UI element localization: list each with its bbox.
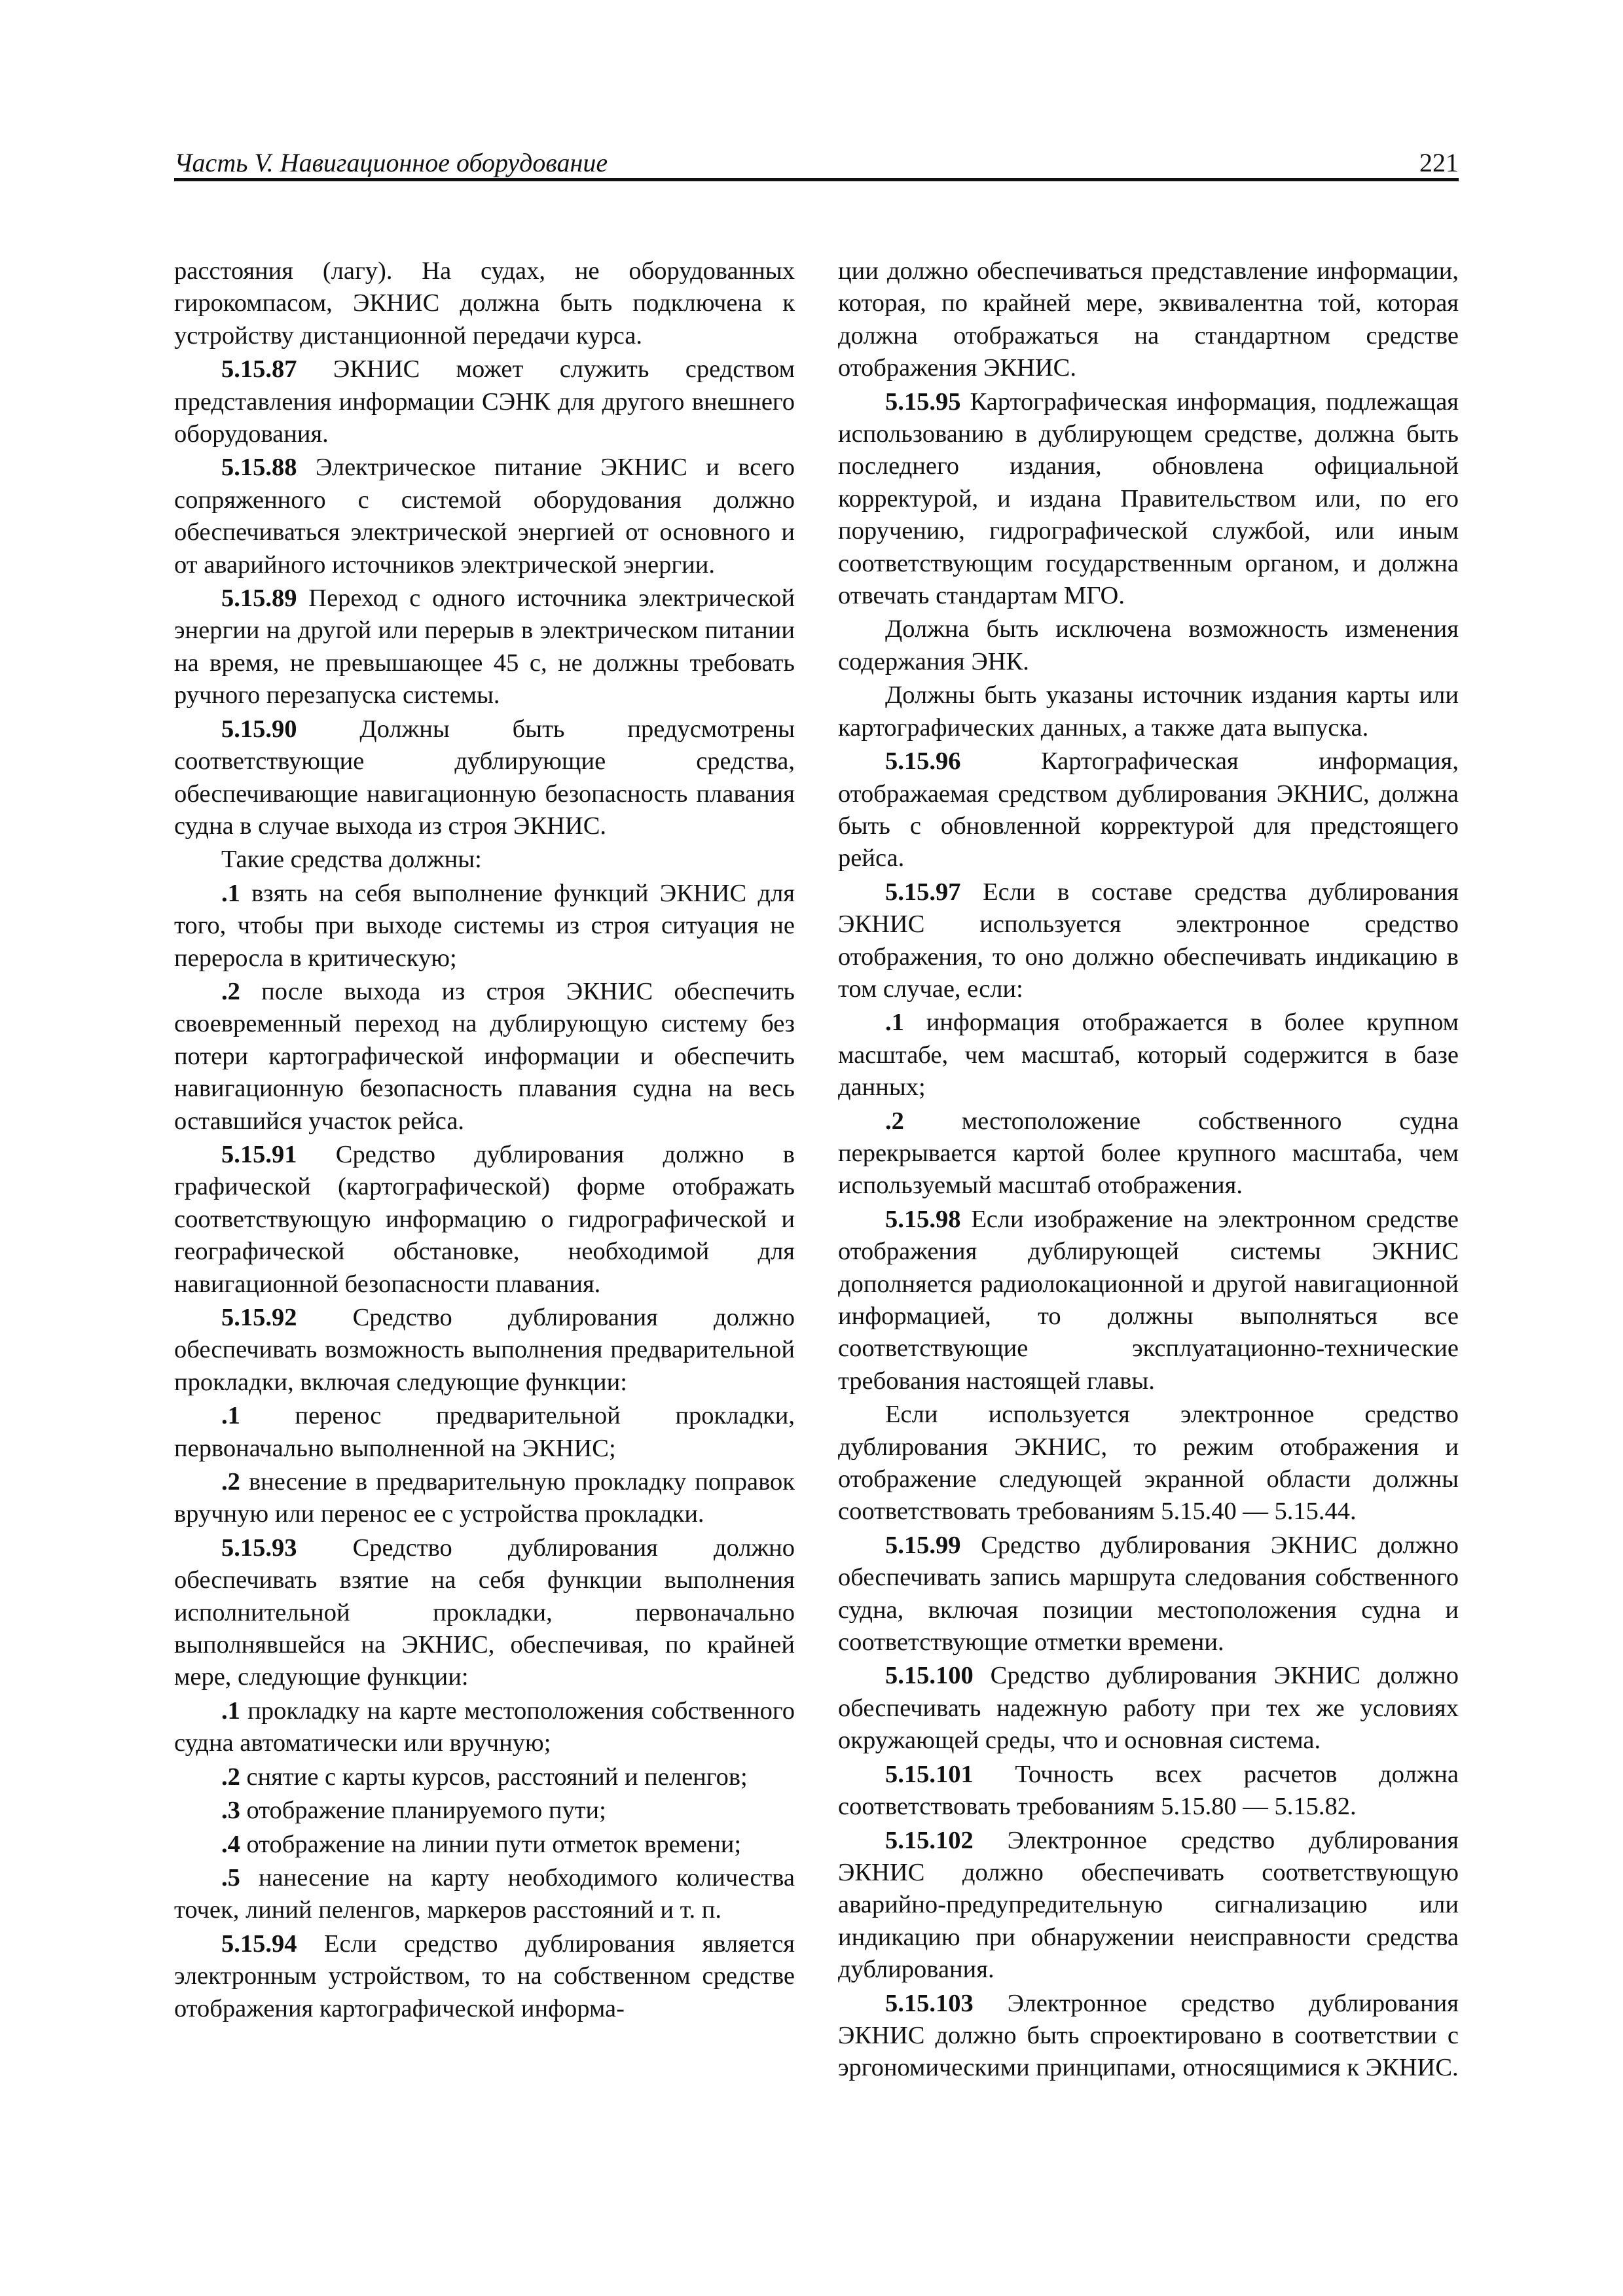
clause-number: 5.15.102 xyxy=(885,1826,974,1854)
paragraph xyxy=(174,255,795,352)
paragraph xyxy=(838,386,1459,613)
paragraph-text: расстояния (лагу). На судах, не оборудованных гирокомпасом, ЭКНИС должна быть подключена к устройству дистанционной передачи курса. xyxy=(174,257,795,350)
paragraph-text: Средство дублирования должно в графической (картографической) форме отображать соответствующую информацию о гидрографической и географической обстановке, необходимой для навигационной безопасности плавания. xyxy=(174,1140,795,1298)
paragraph xyxy=(174,878,795,975)
paragraph xyxy=(838,745,1459,875)
paragraph xyxy=(838,1399,1459,1528)
paragraph xyxy=(838,1988,1459,2085)
paragraph xyxy=(174,1829,795,1861)
clause-number: .2 xyxy=(221,977,240,1005)
paragraph xyxy=(174,1695,795,1760)
paragraph-text: отображение планируемого пути; xyxy=(240,1797,606,1825)
paragraph-text: внесение в предварительную прокладку поправок вручную или перенос ее с устройства прокладки. xyxy=(174,1468,795,1528)
running-header xyxy=(174,143,1459,182)
paragraph xyxy=(174,1761,795,1793)
paragraph-text: Если в составе средства дублирования ЭКНИС используется электронное средство отображения, то оно должно обеспечивать индикацию в том случае, если: xyxy=(838,878,1459,1003)
clause-number: 5.15.89 xyxy=(221,584,297,613)
paragraph-text: Если изображение на электронном средстве отображения дублирующей системы ЭКНИС дополняется радиолокационной и другой навигационной информацией, то должны выполняться все соответствующие эксплуатационно-технические требования настоящей главы. xyxy=(838,1205,1459,1395)
paragraph-text: снятие с карты курсов, расстояний и пеленгов; xyxy=(240,1763,748,1791)
clause-number: 5.15.93 xyxy=(221,1534,297,1562)
paragraph xyxy=(174,353,795,450)
paragraph-text: Средство дублирования ЭКНИС должно обеспечивать запись маршрута следования собственного судна, включая позиции местоположения судна и соответствующие отметки времени. xyxy=(838,1531,1459,1657)
clause-number: 5.15.99 xyxy=(885,1531,961,1559)
clause-number: .2 xyxy=(221,1468,240,1496)
paragraph-text: Средство дублирования должно обеспечивать взятие на себя функции выполнения исполнительной прокладки, первоначально выполнявшейся на ЭКНИС, обеспечивая, по крайней мере, следующие функции: xyxy=(174,1534,795,1691)
paragraph xyxy=(838,255,1459,385)
paragraph xyxy=(174,844,795,876)
paragraph-text: Если средство дублирования является электронным устройством, то на собственном средстве отображения картографической информа- xyxy=(174,1929,795,2022)
clause-number: .1 xyxy=(221,1402,240,1430)
clause-number: .4 xyxy=(221,1830,240,1858)
paragraph-text: взять на себя выполнение функций ЭКНИС для того, чтобы при выходе системы из строя ситуация не переросла в критическую; xyxy=(174,879,795,972)
paragraph xyxy=(838,1105,1459,1202)
clause-number: .1 xyxy=(885,1009,904,1037)
paragraph xyxy=(838,1759,1459,1823)
paragraph-text: Средство дублирования ЭКНИС должно обеспечивать надежную работу при тех же условиях окружающей среды, что и основная система. xyxy=(838,1662,1459,1755)
paragraph xyxy=(838,876,1459,1006)
header-rule xyxy=(174,178,1459,181)
paragraph xyxy=(174,1302,795,1399)
paragraph xyxy=(838,1660,1459,1757)
paragraph-text: перенос предварительной прокладки, первоначально выполненной на ЭКНИС; xyxy=(174,1402,795,1462)
paragraph xyxy=(174,1466,795,1531)
clause-number: 5.15.100 xyxy=(885,1662,974,1690)
paragraph-text: Электрическое питание ЭКНИС и всего сопряженного с системой оборудования должно обеспечиваться электрической энергией от основного и от аварийного источников электрической энергии. xyxy=(174,454,795,579)
paragraph-text: Переход с одного источника электрической энергии на другой или перерыв в электрическом питании на время, не превышающее 45 с, не должны требовать ручного перезапуска системы. xyxy=(174,584,795,709)
paragraph-text: Электронное средство дублирования ЭКНИС должно быть спроектировано в соответствии с эргономическими принципами, относящимися к ЭКНИС. xyxy=(838,1989,1459,2082)
page-number: 221 xyxy=(1419,148,1459,177)
clause-number: 5.15.87 xyxy=(221,355,297,384)
paragraph xyxy=(838,1825,1459,1986)
paragraph-text: Картографическая информация, отображаемая средством дублирования ЭКНИС, должна быть с обновленной корректурой для предстоящего рейса. xyxy=(838,747,1459,872)
clause-number: 5.15.97 xyxy=(885,878,961,906)
clause-number: 5.15.92 xyxy=(221,1304,297,1331)
paragraph-text: местоположение собственного судна перекрывается картой более крупного масштаба, чем используемый масштаб отображения. xyxy=(838,1107,1459,1200)
header-title: Часть V. Навигационное оборудование xyxy=(174,148,608,177)
paragraph xyxy=(174,1795,795,1827)
paragraph xyxy=(174,452,795,581)
clause-number: 5.15.90 xyxy=(221,715,297,743)
paragraph-text: Такие средства должны: xyxy=(221,846,482,874)
paragraph-text: Если используется электронное средство дублирования ЭКНИС, то режим отображения и отображение следующей экранной области должны соответствовать требованиям 5.15.40 — 5.15.44. xyxy=(838,1401,1459,1526)
paragraph-text: ЭКНИС может служить средством представления информации СЭНК для другого внешнего оборудования. xyxy=(174,355,795,448)
paragraph xyxy=(838,679,1459,744)
paragraph-text: Точность всех расчетов должна соответствовать требованиям 5.15.80 — 5.15.82. xyxy=(838,1760,1459,1821)
clause-number: .1 xyxy=(221,879,240,907)
clause-number: 5.15.91 xyxy=(221,1140,297,1168)
paragraph-text: Средство дублирования должно обеспечивать возможность выполнения предварительной прокладки, включая следующие функции: xyxy=(174,1304,795,1396)
clause-number: .2 xyxy=(221,1763,240,1791)
clause-number: .2 xyxy=(885,1107,904,1135)
clause-number: 5.15.101 xyxy=(885,1760,974,1788)
paragraph xyxy=(174,583,795,712)
paragraph-text: прокладку на карте местоположения собственного судна автоматически или вручную; xyxy=(174,1696,795,1757)
paragraph xyxy=(174,1532,795,1694)
clause-number: .3 xyxy=(221,1797,240,1825)
paragraph-text: Электронное средство дублирования ЭКНИС должно обеспечивать соответствующую аварийно-предупредительную сигнализацию или индикацию при обнаружении неисправности средства дублирования. xyxy=(838,1826,1459,1984)
clause-number: .1 xyxy=(221,1696,240,1725)
paragraph-text: информация отображается в более крупном масштабе, чем масштаб, который содержится в базе данных; xyxy=(838,1009,1459,1102)
clause-number: 5.15.95 xyxy=(885,387,961,416)
clause-number: 5.15.98 xyxy=(885,1205,961,1233)
paragraph xyxy=(174,1139,795,1300)
clause-number: 5.15.96 xyxy=(885,747,961,776)
clause-number: .5 xyxy=(221,1863,240,1892)
paragraph xyxy=(838,613,1459,678)
paragraph xyxy=(838,1204,1459,1397)
paragraph-text: Должна быть исключена возможность изменения содержания ЭНК. xyxy=(838,615,1459,675)
paragraph-text: Должны быть указаны источник издания карты или картографических данных, а также дата выпуска. xyxy=(838,681,1459,742)
clause-number: 5.15.94 xyxy=(221,1929,297,1958)
paragraph xyxy=(174,1400,795,1465)
clause-number: 5.15.88 xyxy=(221,454,297,482)
paragraph-text: после выхода из строя ЭКНИС обеспечить своевременный переход на дублирующую систему без потери картографической информации и обеспечить навигационную безопасность плавания судна на весь оставшийся участок рейса. xyxy=(174,977,795,1135)
paragraph xyxy=(174,1862,795,1927)
paragraph-text: отображение на линии пути отметок времени; xyxy=(240,1830,742,1858)
paragraph xyxy=(838,1530,1459,1659)
right-column xyxy=(838,255,1459,2086)
clause-number: 5.15.103 xyxy=(885,1989,974,2017)
left-column xyxy=(174,255,795,2026)
paragraph-text: Должны быть предусмотрены соответствующие дублирующие средства, обеспечивающие навигационную безопасность плавания судна в случае выхода из строя ЭКНИС. xyxy=(174,715,795,840)
paragraph-text: ции должно обеспечиваться представление информации, которая, по крайней мере, эквивалентна той, которая должна отображаться на стандартном средстве отображения ЭКНИС. xyxy=(838,257,1459,382)
paragraph xyxy=(174,976,795,1138)
paragraph-text: нанесение на карту необходимого количества точек, линий пеленгов, маркеров расстояний и т. п. xyxy=(174,1863,795,1924)
paragraph xyxy=(174,713,795,843)
paragraph-text: Картографическая информация, подлежащая использованию в дублирующем средстве, должна быть последнего издания, обновлена официальной корректурой, и издана Правительством или, по его поручению, гидрографической службой, или иным соответствующим государственным органом, и должна отвечать стандартам МГО. xyxy=(838,387,1459,610)
paragraph xyxy=(174,1928,795,2025)
paragraph xyxy=(838,1007,1459,1103)
